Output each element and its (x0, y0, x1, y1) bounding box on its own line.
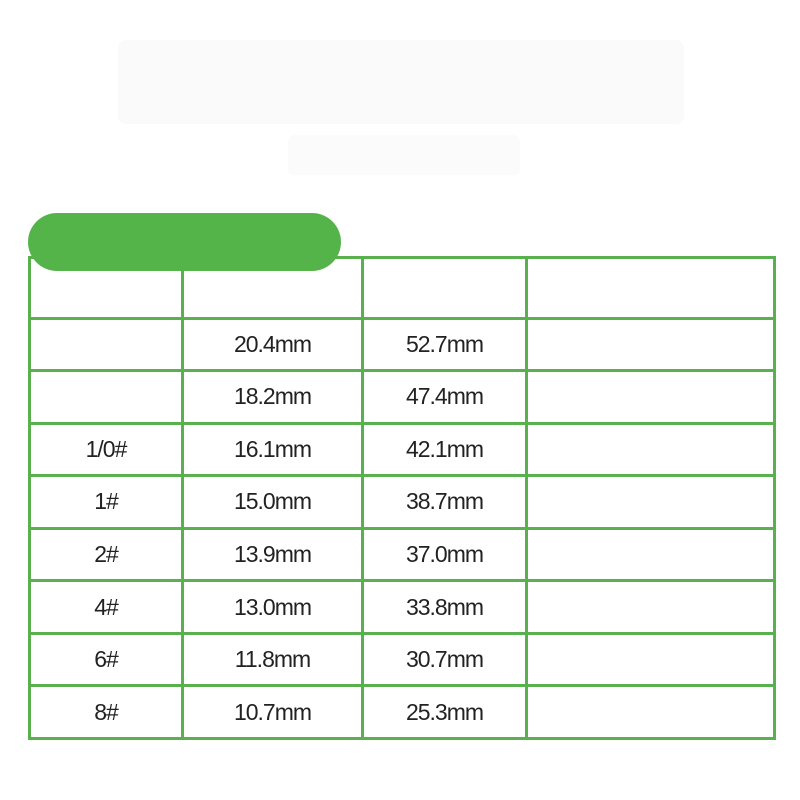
size-cell: 2# (30, 528, 183, 581)
table-header-badge (28, 213, 341, 271)
image-cell (527, 686, 775, 739)
image-cell (527, 633, 775, 686)
size-cell: 8# (30, 686, 183, 739)
table-row (30, 371, 775, 424)
table-row (30, 633, 775, 686)
length-cell: 47.4mm (363, 371, 527, 424)
width-cell: 15.0mm (183, 476, 363, 529)
size-cell: 1# (30, 476, 183, 529)
length-cell: 42.1mm (363, 423, 527, 476)
width-cell: 16.1mm (183, 423, 363, 476)
table-row (30, 318, 775, 371)
length-cell: 38.7mm (363, 476, 527, 529)
size-cell (30, 371, 183, 424)
width-cell: 11.8mm (183, 633, 363, 686)
width-cell: 18.2mm (183, 371, 363, 424)
table-row (30, 581, 775, 634)
size-cell (30, 318, 183, 371)
image-cell (527, 371, 775, 424)
table-row (30, 423, 775, 476)
width-cell: 20.4mm (183, 318, 363, 371)
header-cell-length (363, 258, 527, 319)
table-row (30, 686, 775, 739)
width-cell: 10.7mm (183, 686, 363, 739)
length-cell: 30.7mm (363, 633, 527, 686)
image-cell (527, 581, 775, 634)
table-row (30, 528, 775, 581)
length-cell: 52.7mm (363, 318, 527, 371)
blurred-title-area (118, 40, 684, 124)
blurred-subtitle-area (288, 135, 520, 175)
size-cell: 4# (30, 581, 183, 634)
size-cell: 6# (30, 633, 183, 686)
header-cell-image (527, 258, 775, 319)
image-cell (527, 528, 775, 581)
image-cell (527, 476, 775, 529)
width-cell: 13.9mm (183, 528, 363, 581)
length-cell: 37.0mm (363, 528, 527, 581)
image-cell (527, 423, 775, 476)
length-cell: 25.3mm (363, 686, 527, 739)
table-row (30, 476, 775, 529)
width-cell: 13.0mm (183, 581, 363, 634)
size-chart-table (28, 256, 776, 740)
length-cell: 33.8mm (363, 581, 527, 634)
image-cell (527, 318, 775, 371)
size-cell: 1/0# (30, 423, 183, 476)
